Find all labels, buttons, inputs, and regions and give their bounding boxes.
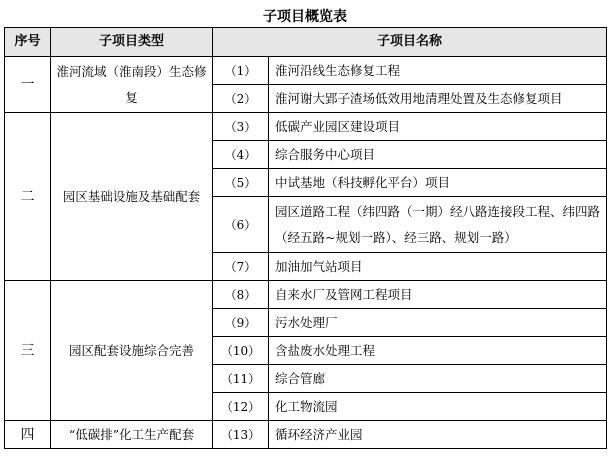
item-name: 含盐废水处理工程 xyxy=(269,337,607,365)
item-name: 淮河谢大郢子渣场低效用地清理处置及生态修复项目 xyxy=(269,85,607,113)
item-name: 低碳产业园区建设项目 xyxy=(269,113,607,141)
item-number: （10） xyxy=(213,337,269,365)
item-name: 循环经济产业园 xyxy=(269,421,607,449)
item-name: 中试基地（科技孵化平台）项目 xyxy=(269,169,607,197)
item-name: 淮河沿线生态修复工程 xyxy=(269,57,607,85)
group-number: 三 xyxy=(5,281,51,421)
group-number: 四 xyxy=(5,421,51,449)
table-row xyxy=(5,281,607,309)
item-name: 化工物流园 xyxy=(269,393,607,421)
table-row xyxy=(5,421,607,449)
header-no: 序号 xyxy=(5,28,51,57)
item-number: （9） xyxy=(213,309,269,337)
table-title: 子项目概览表 xyxy=(263,9,347,25)
item-number: （13） xyxy=(213,421,269,449)
table-row xyxy=(5,57,607,85)
item-name: 加油加气站项目 xyxy=(269,253,607,281)
item-number: （6） xyxy=(213,197,269,253)
item-number: （7） xyxy=(213,253,269,281)
group-type: “低碳排”化工生产配套 xyxy=(51,421,213,449)
item-number: （8） xyxy=(213,281,269,309)
item-number: （3） xyxy=(213,113,269,141)
item-name: 综合管廊 xyxy=(269,365,607,393)
item-name: 污水处理厂 xyxy=(269,309,607,337)
table-row xyxy=(5,113,607,141)
header-row xyxy=(5,28,607,57)
item-name: 园区道路工程（纬四路（一期）经八路连接段工程、纬四路（经五路~规划一路）、经三路、规划一路） xyxy=(269,197,607,253)
group-type: 园区配套设施综合完善 xyxy=(51,281,213,421)
header-name: 子项目名称 xyxy=(213,28,607,57)
item-number: （12） xyxy=(213,393,269,421)
group-number: 一 xyxy=(5,57,51,113)
item-number: （1） xyxy=(213,57,269,85)
item-number: （2） xyxy=(213,85,269,113)
item-number: （4） xyxy=(213,141,269,169)
group-type: 淮河流域（淮南段）生态修复 xyxy=(51,57,213,113)
group-type: 园区基础设施及基础配套 xyxy=(51,113,213,281)
group-number: 二 xyxy=(5,113,51,281)
item-number: （11） xyxy=(213,365,269,393)
item-name: 自来水厂及管网工程项目 xyxy=(269,281,607,309)
sub-project-table xyxy=(4,27,607,449)
item-number: （5） xyxy=(213,169,269,197)
item-name: 综合服务中心项目 xyxy=(269,141,607,169)
header-type: 子项目类型 xyxy=(51,28,213,57)
